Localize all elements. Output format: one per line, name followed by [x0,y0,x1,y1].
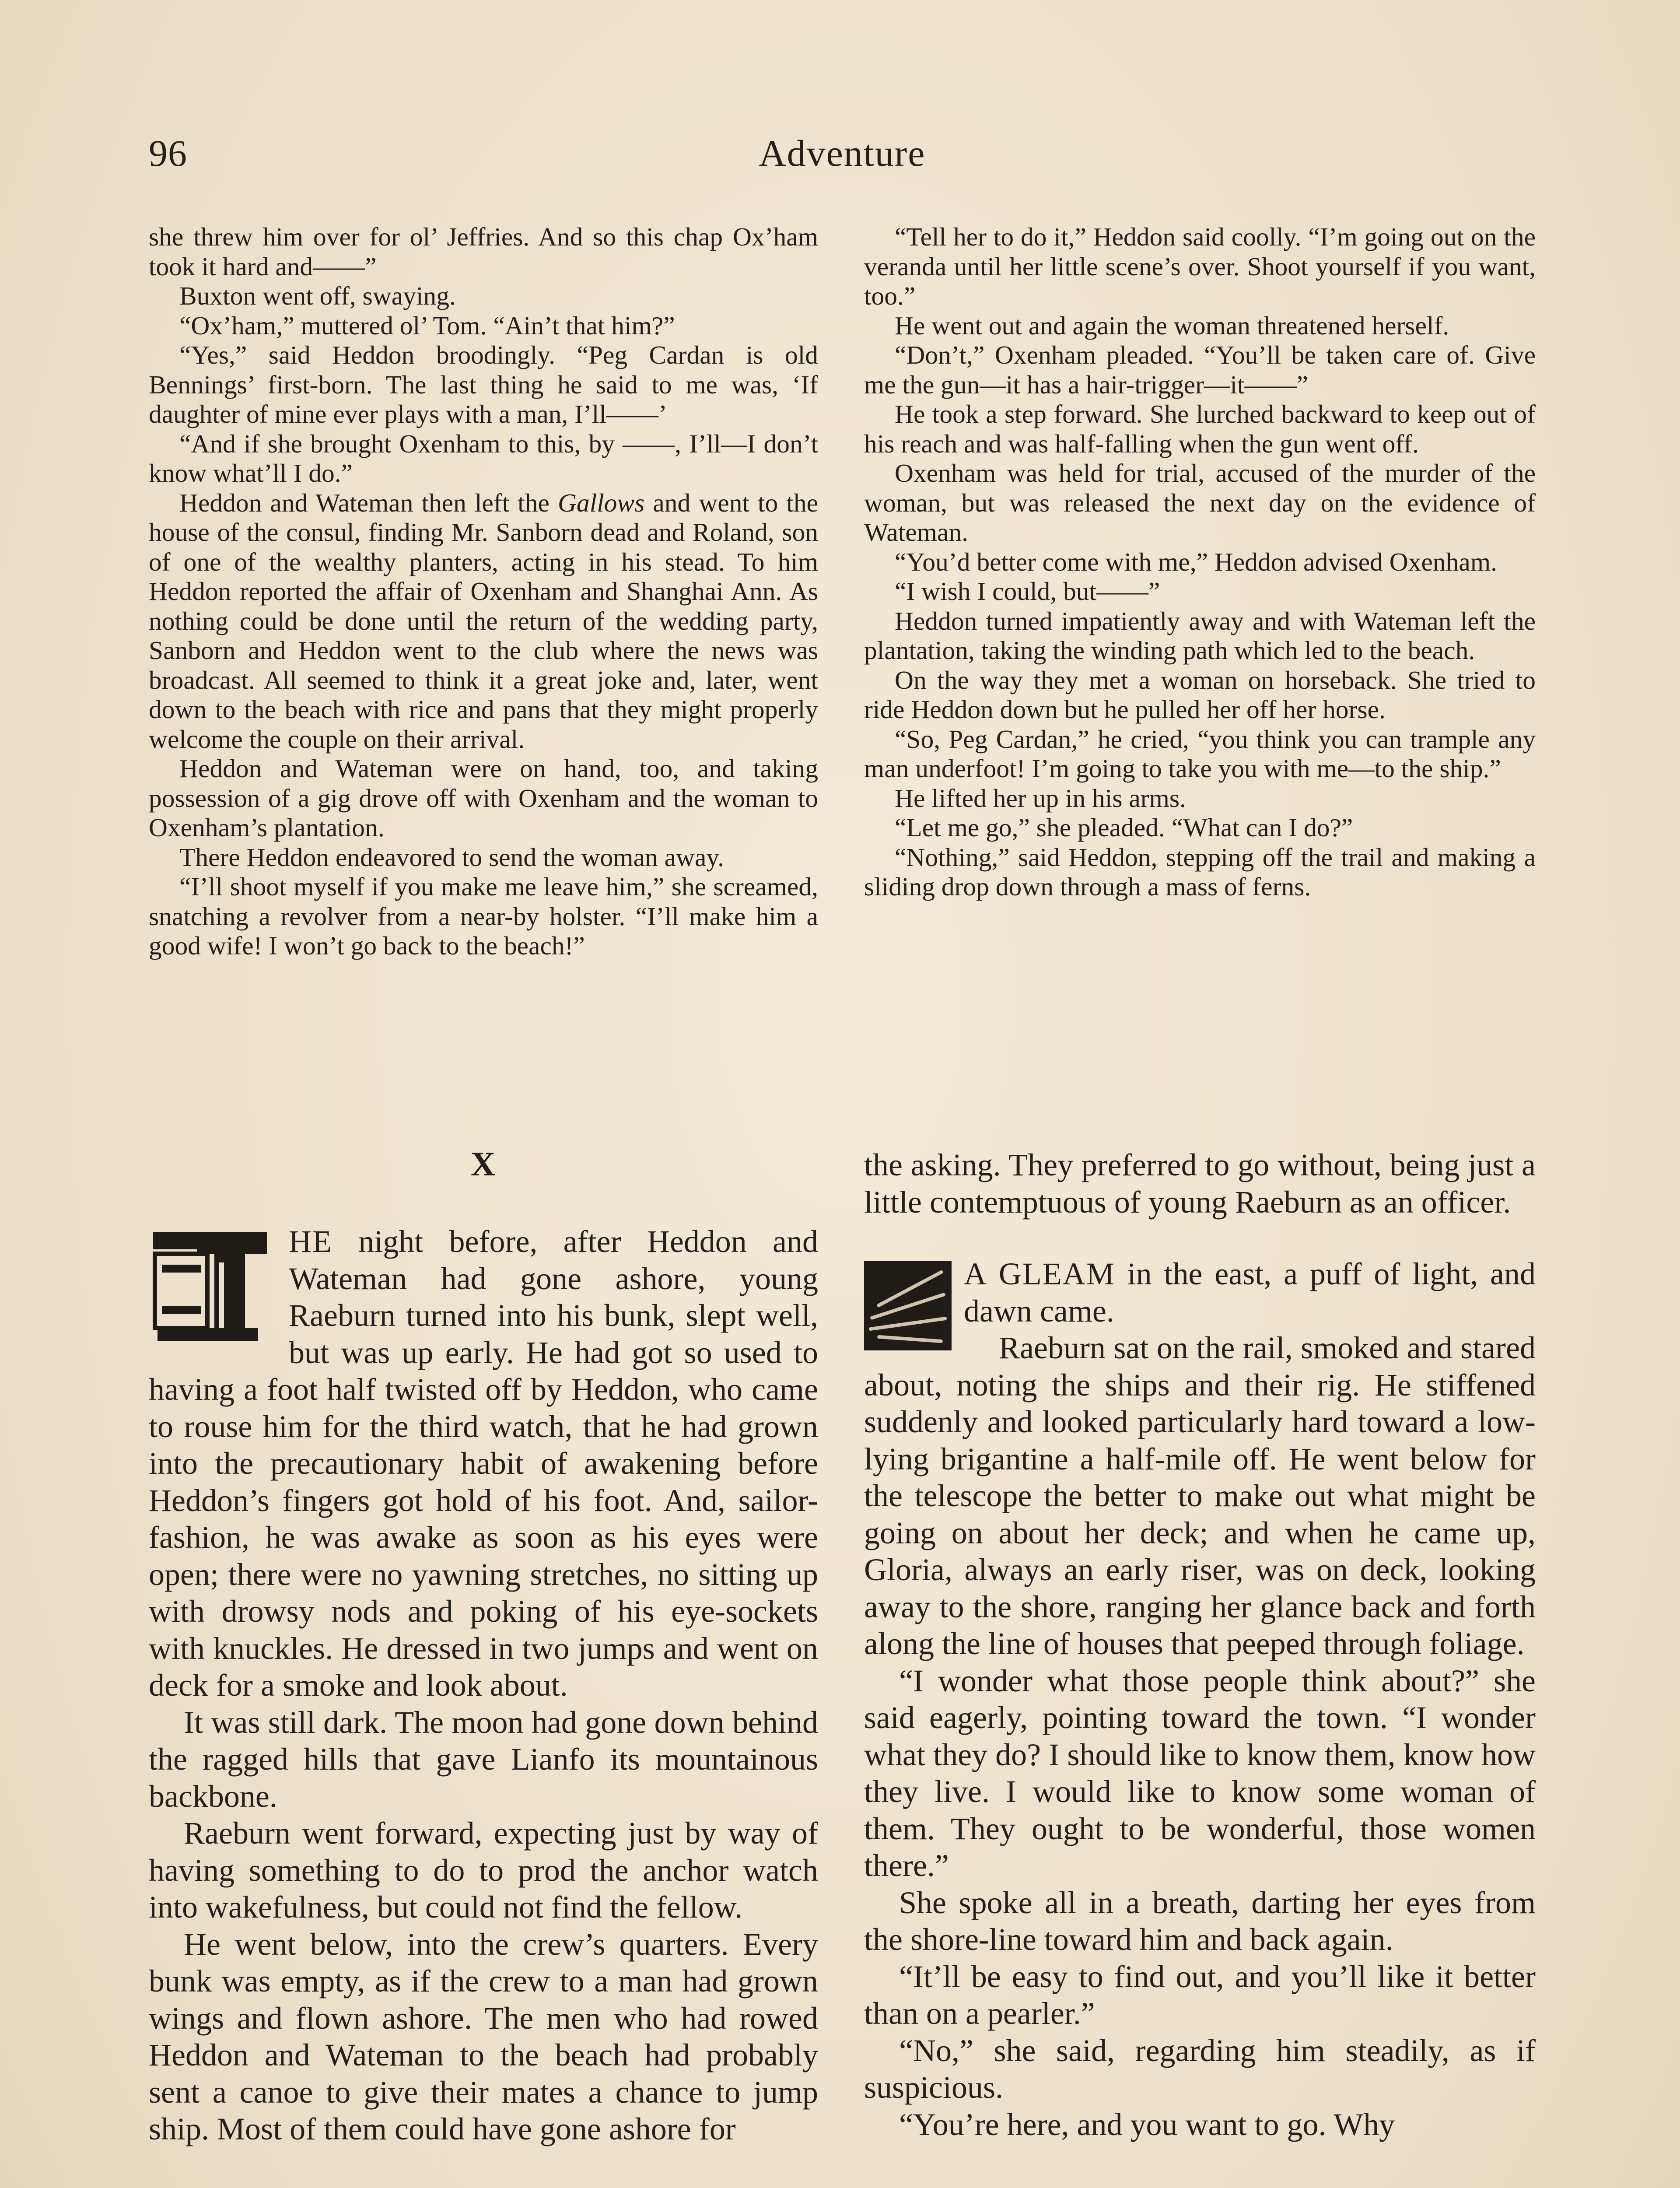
column-bottom-left [149,1223,818,2148]
column-bottom-right [864,1147,1536,2143]
paragraph: she threw him over for ol’ Jeffries. And so this chap Ox’ham took it hard and——” [149,222,818,281]
first-word: A GLEAM [964,1256,1115,1291]
paragraph: Oxenham was held for trial, accused of the murder of the woman, but was released the next day on the evidence of Wateman. [864,459,1536,547]
page-header [149,131,1536,188]
paragraph: “Nothing,” said Heddon, stepping off the trail and making a sliding drop down through a mass of ferns. [864,842,1536,901]
magazine-title: Adventure [759,132,926,174]
page-number: 96 [149,132,187,174]
column-top-right [864,222,1536,902]
paragraph: On the way they met a woman on horseback. She tried to ride Heddon down but he pulled her off her horse. [864,665,1536,724]
paragraph [149,1223,818,1704]
paragraph: Heddon and Wateman then left the Gallows and went to the house of the consul, finding Mr. Sanborn dead and Roland, son of one of the wealthy planters, acting in his stead. To him Heddon reported the affair of Oxenham and Shanghai Ann. As nothing could be done until the return of the wedding party, Sanborn and Heddon went to the club where the news was broadcast. All seemed to think it a great joke and, later, went down to the beach with rice and pans that they might properly welcome the couple on their arrival. [149,488,819,754]
paragraph: “I wonder what those people think about?” she said eagerly, pointing toward the town. “I wonder what they do? I should like to know them, know how they live. I would like to know some woman of them. They ought to be wonderful, those women there.” [864,1663,1536,1883]
first-paragraph-text: in the east, a puff of light, and dawn came. [964,1256,1536,1329]
paragraph: “So, Peg Cardan,” he cried, “you think you can trample any man underfoot! I’m going to take you with me—to the ship.” [864,724,1536,783]
paragraph: the asking. They preferred to go without, being just a little contemptuous of young Raeburn as an officer. [864,1147,1536,1220]
paragraph: “Tell her to do it,” Heddon said coolly. “I’m going out on the veranda until her little scene’s over. Shoot yourself if you want, too.” [864,222,1536,310]
paragraph: Raeburn sat on the rail, smoked and stared about, noting the ships and their rig. He stiffened suddenly and looked particularly hard toward a low-lying brigantine a half-mile off. He went below for the telescope the better to make out what might be going on about her deck; and when he came up, Gloria, always an early riser, was on deck, looking away to the shore, ranging her glance back and forth along the line of houses that peeped through foliage. [864,1330,1536,1661]
paragraph: “Don’t,” Oxenham pleaded. “You’ll be taken care of. Give me the gun—it has a hair-trigger—it——” [864,340,1536,399]
paragraph: “I’ll shoot myself if you make me leave him,” she screamed, snatching a revolver from a near-by holster. “I’ll make him a good wife! I won’t go back to the beach!” [149,872,818,960]
paragraph: “It’ll be easy to find out, and you’ll like it better than on a pearler.” [864,1959,1536,2031]
first-paragraph-text: night before, after Heddon and Wateman had gone ashore, young Raeburn turned into his bunk, slept well, but was up early. He had got so used to having a foot half twisted off by Heddon, who came to rouse him for the third watch, that he had grown into the precautionary habit of awakening before Heddon’s fingers got hold of his foot. And, sailor-fashion, he was awake as soon as his eyes were open; there were no yawning stretches, no sitting up with drowsy nods and poking of his eye-sockets with knuckles. He dressed in two jumps and went on deck for a smoke and look about. [149,1224,818,1703]
paragraph: He went out and again the woman threatened herself. [895,311,1449,340]
paragraph: She spoke all in a breath, darting her eyes from the shore-line toward him and back again. [864,1885,1536,1957]
paragraph: “Let me go,” she pleaded. “What can I do?” [895,813,1353,842]
dropcap-a [864,1261,952,1350]
dropcap-t [149,1223,276,1354]
paragraph: “You’re here, and you want to go. Why [899,2107,1395,2142]
gleam-ornament-icon [864,1261,952,1350]
paragraph: “I wish I could, but——” [895,577,1160,606]
paragraph: He lifted her up in his arms. [895,783,1186,813]
paragraph: It was still dark. The moon had gone down behind the ragged hills that gave Lianfo its mountainous backbone. [149,1704,818,1814]
paragraph: There Heddon endeavored to send the woman away. [179,842,724,872]
section-number: X [470,1145,497,1183]
first-word: HE [289,1224,332,1259]
paragraph: Raeburn went forward, expecting just by way of having something to do to prod the anchor watch into wakefulness, but could not find the fellow. [149,1816,818,1925]
paragraph: “Yes,” said Heddon broodingly. “Peg Cardan is old Bennings’ first-born. The last thing he said to me was, ‘If daughter of mine ever plays with a man, I’ll——’ [149,340,818,428]
paragraph: Buxton went off, swaying. [179,281,456,310]
paragraph: “No,” she said, regarding him steadily, as if suspicious. [864,2033,1536,2105]
paragraph: Heddon turned impatiently away and with Wateman left the plantation, taking the winding path which led to the beach. [864,606,1536,665]
dropcap-ornament-icon [149,1223,276,1354]
paragraph: He went below, into the crew’s quarters. Every bunk was empty, as if the crew to a man had grown wings and flown ashore. The men who had rowed Heddon and Wateman to the beach had probably sent a canoe to give their mates a chance to jump ship. Most of them could have gone ashore for [149,1926,818,2146]
paragraph: “Ox’ham,” muttered ol’ Tom. “Ain’t that him?” [179,311,675,340]
column-top-left [149,222,818,961]
paragraph: “And if she brought Oxenham to this, by ——, I’ll—I don’t know what’ll I do.” [149,429,818,487]
paragraph: “You’d better come with me,” Heddon advised Oxenham. [895,547,1497,576]
paragraph: He took a step forward. She lurched backward to keep out of his reach and was half-falling when the gun went off. [864,400,1536,458]
paragraph [864,1255,1536,1329]
paragraph: Heddon and Wateman were on hand, too, and taking possession of a gig drove off with Oxenham and the woman to Oxenham’s plantation. [149,754,818,842]
